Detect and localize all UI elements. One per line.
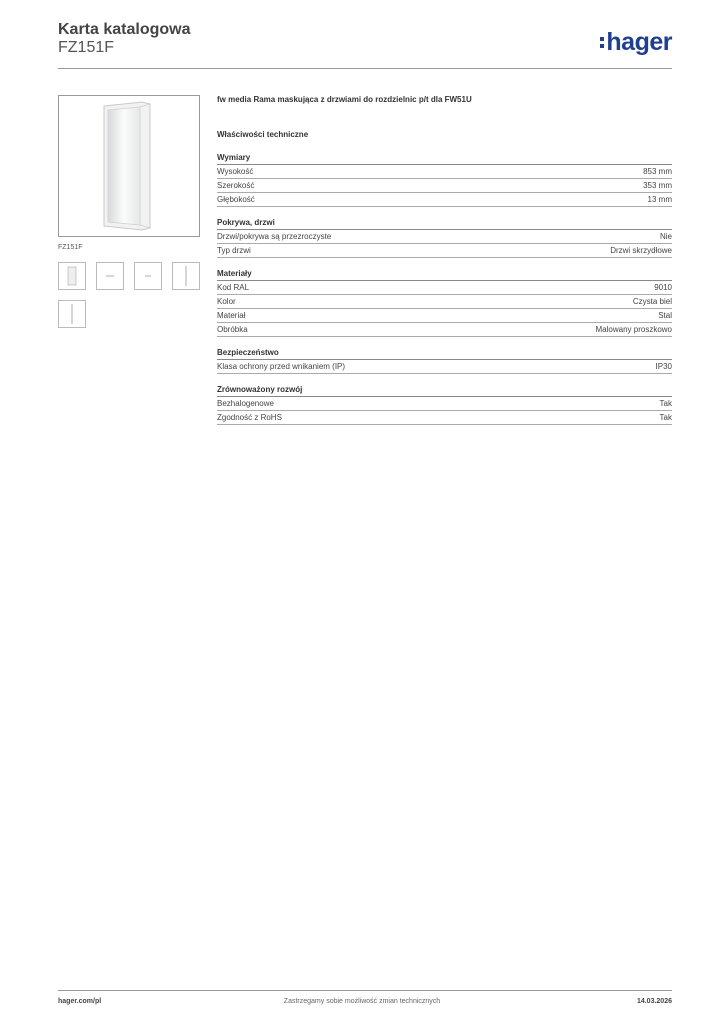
header-title: Karta katalogowa — [58, 21, 191, 38]
logo-text: hager — [606, 28, 672, 56]
dimension-drawing-icon — [103, 273, 117, 279]
spec-row — [217, 411, 672, 425]
spec-row — [217, 244, 672, 258]
group-title: Wymiary — [217, 153, 672, 165]
white-door-frame-icon — [84, 100, 174, 232]
spec-label: Kod RAL — [217, 283, 250, 292]
side-drawing-icon — [183, 265, 189, 287]
spec-label: Obróbka — [217, 325, 248, 334]
side-drawing-icon — [69, 303, 75, 325]
spec-label: Kolor — [217, 297, 236, 306]
spec-label: Bezhalogenowe — [217, 399, 274, 408]
spec-row — [217, 281, 672, 295]
footer-center-note: Zastrzegamy sobie możliwość zmian technicznych — [283, 998, 441, 1005]
spec-value: IP30 — [655, 362, 672, 371]
spec-label: Klasa ochrony przed wnikaniem (IP) — [217, 362, 346, 371]
group-sustainability — [217, 385, 672, 425]
group-materials — [217, 269, 672, 337]
spec-row — [217, 165, 672, 179]
spec-label: Zgodność z RoHS — [217, 413, 282, 422]
group-title: Bezpieczeństwo — [217, 348, 672, 360]
product-thumb-icon — [66, 266, 78, 286]
header-divider — [58, 68, 672, 69]
spec-row — [217, 323, 672, 337]
spec-label: Materiał — [217, 311, 246, 320]
group-safety — [217, 348, 672, 374]
spec-label: Wysokość — [217, 167, 254, 176]
image-caption: FZ151F — [58, 244, 83, 251]
spec-value: 13 mm — [647, 195, 672, 204]
spec-value: Stal — [658, 311, 672, 320]
spec-value: 9010 — [654, 283, 672, 292]
spec-row — [217, 193, 672, 207]
spec-label: Typ drzwi — [217, 246, 251, 255]
group-cover-door — [217, 218, 672, 258]
main-product-image[interactable] — [58, 95, 200, 237]
spec-value: Malowany proszkowo — [595, 325, 672, 334]
group-title: Materiały — [217, 269, 672, 281]
spec-row — [217, 230, 672, 244]
group-title: Zrównoważony rozwój — [217, 385, 672, 397]
spec-row — [217, 295, 672, 309]
thumbnail-2[interactable] — [96, 262, 124, 290]
group-title: Pokrywa, drzwi — [217, 218, 672, 230]
product-title: fw media Rama maskująca z drzwiami do rozdzielnic p/t dla FW51U — [217, 95, 472, 104]
product-code: FZ151F — [58, 39, 115, 56]
spec-value: Tak — [659, 413, 672, 422]
footer-website-link[interactable]: hager.com/pl — [58, 998, 102, 1005]
footer-date: 14.03.2026 — [636, 998, 672, 1005]
spec-row — [217, 397, 672, 411]
logo-dots-icon — [600, 37, 604, 48]
spec-value: Czysta biel — [632, 297, 672, 306]
spec-row — [217, 360, 672, 374]
section-title: Właściwości techniczne — [217, 130, 309, 139]
spec-value: Nie — [659, 232, 672, 241]
dimension-drawing-icon — [141, 273, 155, 279]
spec-value: 853 mm — [643, 167, 672, 176]
spec-value: Drzwi skrzydłowe — [610, 246, 672, 255]
spec-value: 353 mm — [643, 181, 672, 190]
specs-content — [217, 95, 672, 436]
footer-divider — [58, 990, 672, 991]
group-dimensions — [217, 153, 672, 207]
thumbnail-3[interactable] — [134, 262, 162, 290]
spec-row — [217, 309, 672, 323]
thumbnail-4[interactable] — [172, 262, 200, 290]
spec-value: Tak — [659, 399, 672, 408]
hager-logo[interactable] — [600, 28, 672, 57]
spec-label: Głębokość — [217, 195, 255, 204]
spec-label: Drzwi/pokrywa są przezroczyste — [217, 232, 332, 241]
spec-row — [217, 179, 672, 193]
thumbnail-1[interactable] — [58, 262, 86, 290]
spec-label: Szerokość — [217, 181, 255, 190]
thumbnail-5[interactable] — [58, 300, 86, 328]
